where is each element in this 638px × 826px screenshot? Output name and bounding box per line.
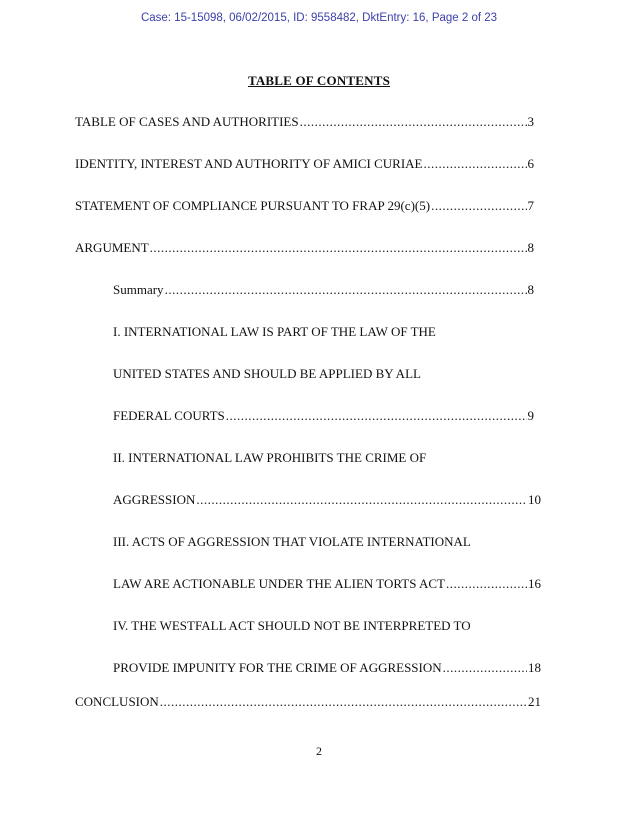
dot-leader	[431, 198, 526, 214]
dot-leader	[226, 408, 527, 424]
dot-leader	[300, 114, 527, 130]
dot-leader	[424, 156, 527, 172]
dot-leader	[160, 694, 527, 710]
case-header: Case: 15-15098, 06/02/2015, ID: 9558482, DktEntry: 16, Page 2 of 23	[140, 12, 498, 24]
toc-entry-page: 21	[528, 694, 541, 709]
toc-entry-text: AGGRESSION	[113, 492, 196, 507]
toc-entry-cases-authorities	[75, 114, 534, 130]
toc-entry-text: ARGUMENT	[75, 240, 149, 255]
toc-entry-conclusion	[75, 694, 541, 710]
toc-entry-actionable	[113, 576, 541, 592]
toc-entry-line: II. INTERNATIONAL LAW PROHIBITS THE CRIME OF	[113, 450, 427, 465]
toc-entry-text: PROVIDE IMPUNITY FOR THE CRIME OF AGGRESSION	[113, 660, 442, 675]
toc-entry-identity-interest	[75, 156, 534, 172]
dot-leader	[165, 282, 527, 298]
toc-entry-text: IDENTITY, INTEREST AND AUTHORITY OF AMICI CURIAE	[75, 156, 423, 171]
toc-entry-page: 3	[527, 114, 534, 129]
toc-entry-text: FEDERAL COURTS	[113, 408, 225, 423]
toc-entry-page: 7	[527, 198, 534, 213]
dot-leader	[443, 660, 527, 676]
toc-entry-westfall-act	[113, 660, 541, 676]
toc-entry-page: 8	[527, 240, 534, 255]
toc-entry-page: 10	[528, 492, 541, 507]
toc-entry-text: TABLE OF CASES AND AUTHORITIES	[75, 114, 299, 129]
dot-leader	[196, 492, 527, 508]
toc-entry-text: STATEMENT OF COMPLIANCE PURSUANT TO FRAP 29(c)(5)	[75, 198, 431, 213]
toc-entry-prohibits-aggression	[113, 492, 541, 508]
toc-entry-summary	[113, 282, 534, 298]
dot-leader	[150, 240, 527, 256]
toc-entry-page: 16	[528, 576, 541, 591]
toc-entry-line: III. ACTS OF AGGRESSION THAT VIOLATE INTERNATIONAL	[113, 534, 471, 549]
toc-entry-page: 9	[527, 408, 534, 423]
toc-entry-page: 6	[527, 156, 534, 171]
toc-entry-page: 18	[528, 660, 541, 675]
toc-entry-text: LAW ARE ACTIONABLE UNDER THE ALIEN TORTS ACT	[113, 576, 445, 591]
toc-entry-statement-compliance	[75, 198, 534, 214]
toc-entry-text: CONCLUSION	[75, 694, 159, 709]
toc-entry-line: IV. THE WESTFALL ACT SHOULD NOT BE INTERPRETED TO	[113, 618, 471, 633]
toc-entry-argument	[75, 240, 534, 256]
page-number: 2	[316, 744, 322, 758]
toc-entry-page: 8	[527, 282, 534, 297]
dot-leader	[446, 576, 527, 592]
toc-entry-international-law-part	[113, 408, 534, 424]
toc-entry-line: UNITED STATES AND SHOULD BE APPLIED BY ALL	[113, 366, 421, 381]
toc-entry-line: I. INTERNATIONAL LAW IS PART OF THE LAW OF THE	[113, 324, 436, 339]
page-title: TABLE OF CONTENTS	[247, 73, 391, 88]
toc-entry-text: Summary	[113, 282, 164, 297]
